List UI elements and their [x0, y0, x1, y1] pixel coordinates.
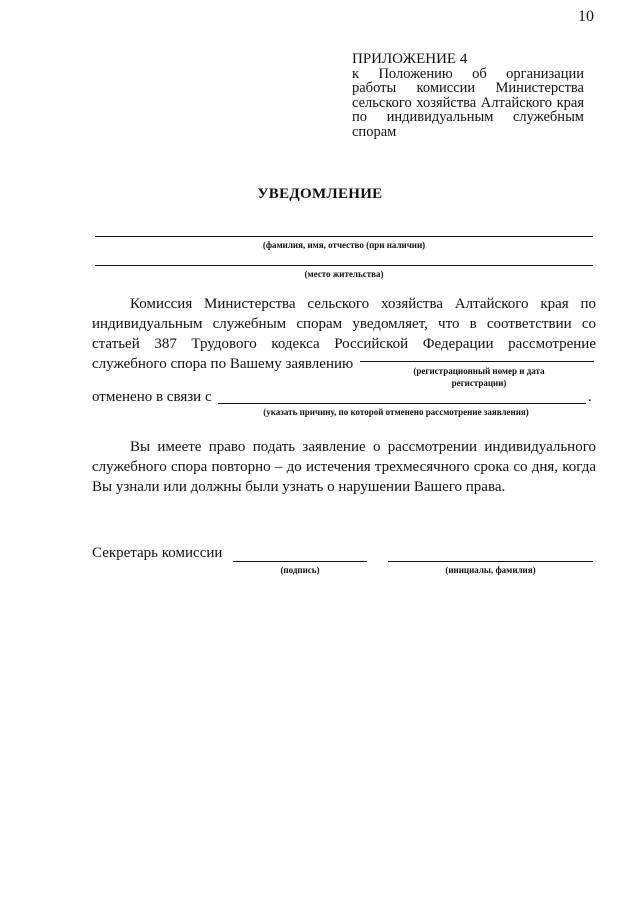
page-number: 10	[578, 8, 594, 25]
initials-caption: (инициалы, фамилия)	[445, 565, 536, 575]
signature-caption: (подпись)	[280, 565, 320, 575]
residence-caption: (место жительства)	[304, 269, 384, 279]
residence-line	[95, 265, 593, 266]
paragraph-rights: Вы имеете право подать заявление о рассмотрении индивидуального служебного спора повторно – до истечения трехмесячного срока со дня, когда Вы узнали или должны были узнать о нарушении Вашего права.	[92, 439, 596, 495]
paragraph-notification: Комиссия Министерства сельского хозяйства Алтайского края по индивидуальным служебным спорам уведомляет, что в соответствии со статьей 387 Трудового кодекса Российской Федерации рассмотрение служебного спора по Вашему заявлению	[92, 296, 596, 372]
appendix-text: к Положению об организации работы комиссии Министерства сельского хозяйства Алтайского края по индивидуальным служебным спорам	[352, 65, 584, 140]
cancelled-label: отменено в связи с	[92, 389, 212, 405]
signature-line	[233, 561, 367, 562]
reg-caption: (регистрационный номер и дата регистрации)	[413, 366, 545, 388]
reason-line	[218, 403, 586, 404]
reg-number-line	[360, 361, 594, 362]
secretary-label: Секретарь комиссии	[92, 545, 223, 561]
initials-line	[388, 561, 593, 562]
appendix-title: ПРИЛОЖЕНИЕ 4	[352, 51, 468, 67]
document-title: УВЕДОМЛЕНИЕ	[257, 186, 383, 202]
cancelled-end: .	[588, 389, 592, 405]
name-caption: (фамилия, имя, отчество (при наличии)	[262, 240, 426, 250]
appendix-block	[352, 52, 584, 139]
name-line	[95, 236, 593, 237]
reason-caption: (указать причину, по которой отменено рассмотрение заявления)	[263, 407, 529, 417]
